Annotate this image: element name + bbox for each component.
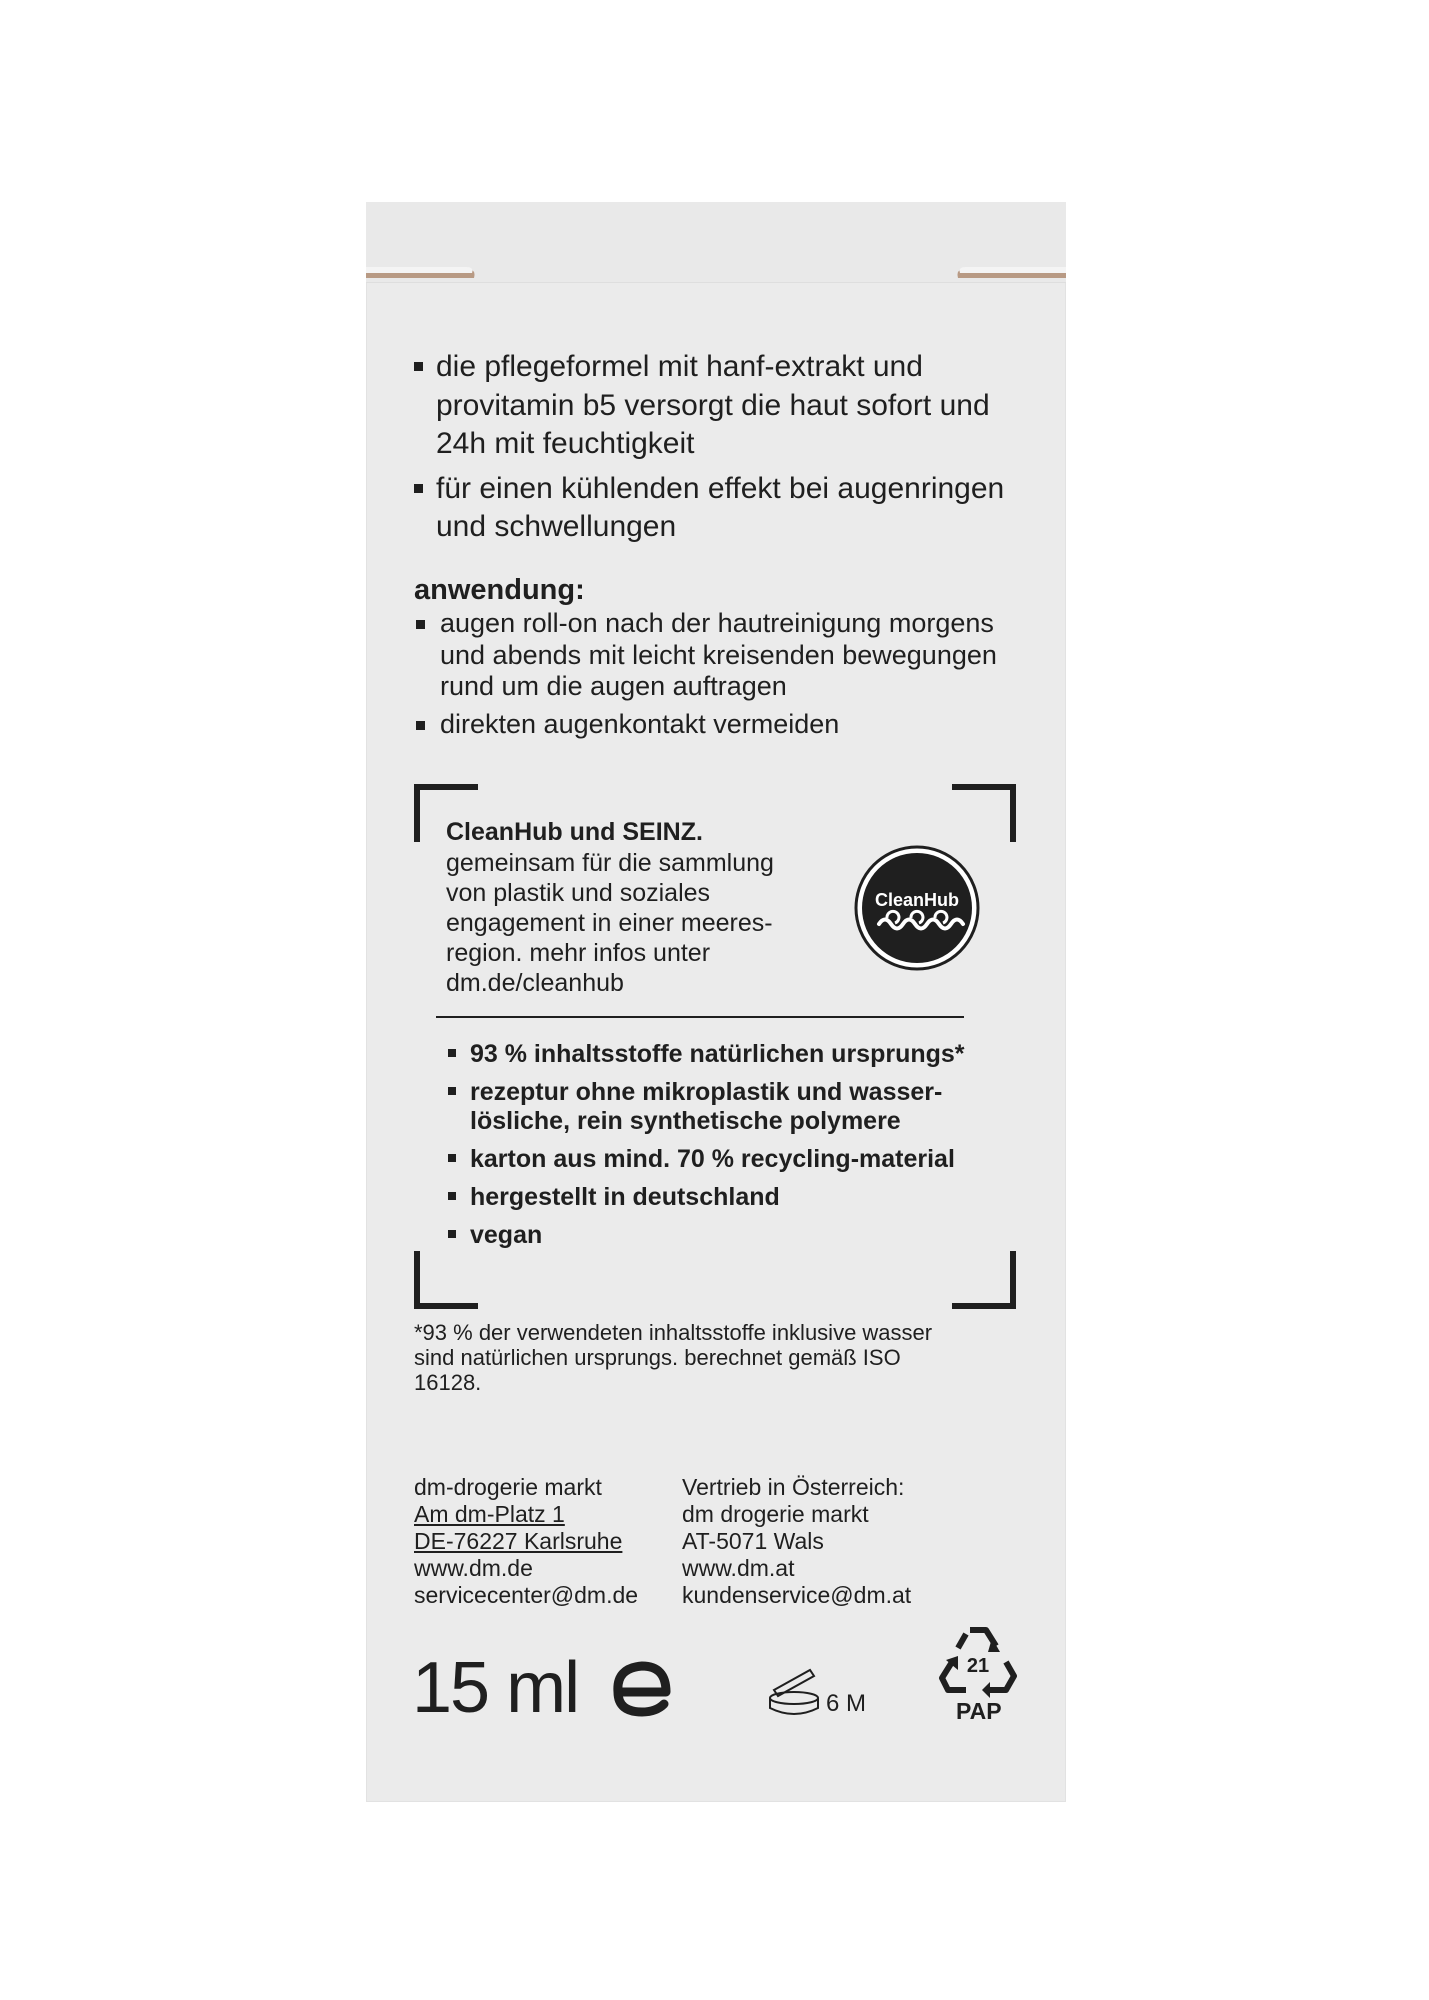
frame-corner-top-right — [952, 784, 1016, 842]
section-divider — [436, 1016, 964, 1018]
address-de-email: servicecenter@dm.de — [414, 1582, 639, 1608]
cleanhub-badge-label: CleanHub — [874, 890, 960, 910]
fact-item: hergestellt in deutschland — [444, 1183, 1014, 1212]
frame-corner-bottom-left — [414, 1251, 478, 1309]
flap-slot-right — [956, 264, 1066, 280]
fact-item: 93 % inhaltsstoffe natürlichen ursprungs* — [444, 1040, 1014, 1069]
usage-item: augen roll-on nach der hautreinigung morgens und abends mit leicht kreisenden bewegungen rund um die augen auftragen — [414, 608, 1034, 703]
intro-bullet: die pflegeformel mit hanf-extrakt und provitamin b5 versorgt die haut sofort und 24h mit feuchtigkeit — [412, 348, 1032, 464]
usage-list — [414, 608, 1034, 746]
address-de-street: Am dm-Platz 1 — [414, 1501, 565, 1527]
address-at-heading: Vertrieb in Österreich: — [682, 1474, 905, 1500]
recycling-triangle-icon — [936, 1620, 1020, 1704]
volume-label: 15 ml — [412, 1648, 579, 1728]
address-austria — [682, 1474, 911, 1609]
recycling-label: PAP — [956, 1698, 1002, 1724]
product-box-back — [366, 202, 1066, 1802]
cleanhub-title: CleanHub und SEINZ. — [446, 818, 703, 846]
usage-item: direkten augenkontakt vermeiden — [414, 709, 1034, 741]
address-de-web: www.dm.de — [414, 1555, 533, 1581]
footnote: *93 % der verwendeten inhaltsstoffe inklusive wasser sind natürlichen ursprungs. berechnet gemäß ISO 16128. — [414, 1320, 933, 1395]
pao-label: 6 M — [826, 1690, 867, 1717]
intro-bullet: für einen kühlenden effekt bei augenringen und schwellungen — [412, 470, 1032, 547]
facts-list — [444, 1040, 1014, 1259]
address-at-city: AT-5071 Wals — [682, 1528, 824, 1554]
flap-slot-left — [366, 264, 476, 280]
address-germany — [414, 1474, 638, 1609]
cleanhub-wave-icon — [853, 844, 981, 972]
fact-item: karton aus mind. 70 % recycling-material — [444, 1145, 1014, 1174]
fact-item: vegan — [444, 1221, 1014, 1250]
address-at-company: dm drogerie markt — [682, 1501, 869, 1527]
frame-corner-bottom-right — [952, 1251, 1016, 1309]
address-at-web: www.dm.at — [682, 1555, 795, 1581]
intro-bullet-list — [412, 348, 1032, 553]
estimated-sign-e-icon — [606, 1654, 676, 1724]
usage-heading: anwendung: — [414, 574, 585, 606]
address-at-email: kundenservice@dm.at — [682, 1582, 912, 1608]
fact-item: rezeptur ohne mikroplastik und wasser-lösliche, rein synthetische polymere — [444, 1078, 1014, 1136]
cleanhub-description: gemeinsam für die sammlung von plastik und soziales engagement in einer meeres- region. mehr infos unter dm.de/cleanhub — [446, 849, 774, 997]
address-de-company: dm-drogerie markt — [414, 1474, 602, 1500]
recycling-number: 21 — [966, 1655, 990, 1677]
open-jar-icon — [766, 1664, 826, 1720]
address-de-city: DE-76227 Karlsruhe — [414, 1528, 623, 1554]
